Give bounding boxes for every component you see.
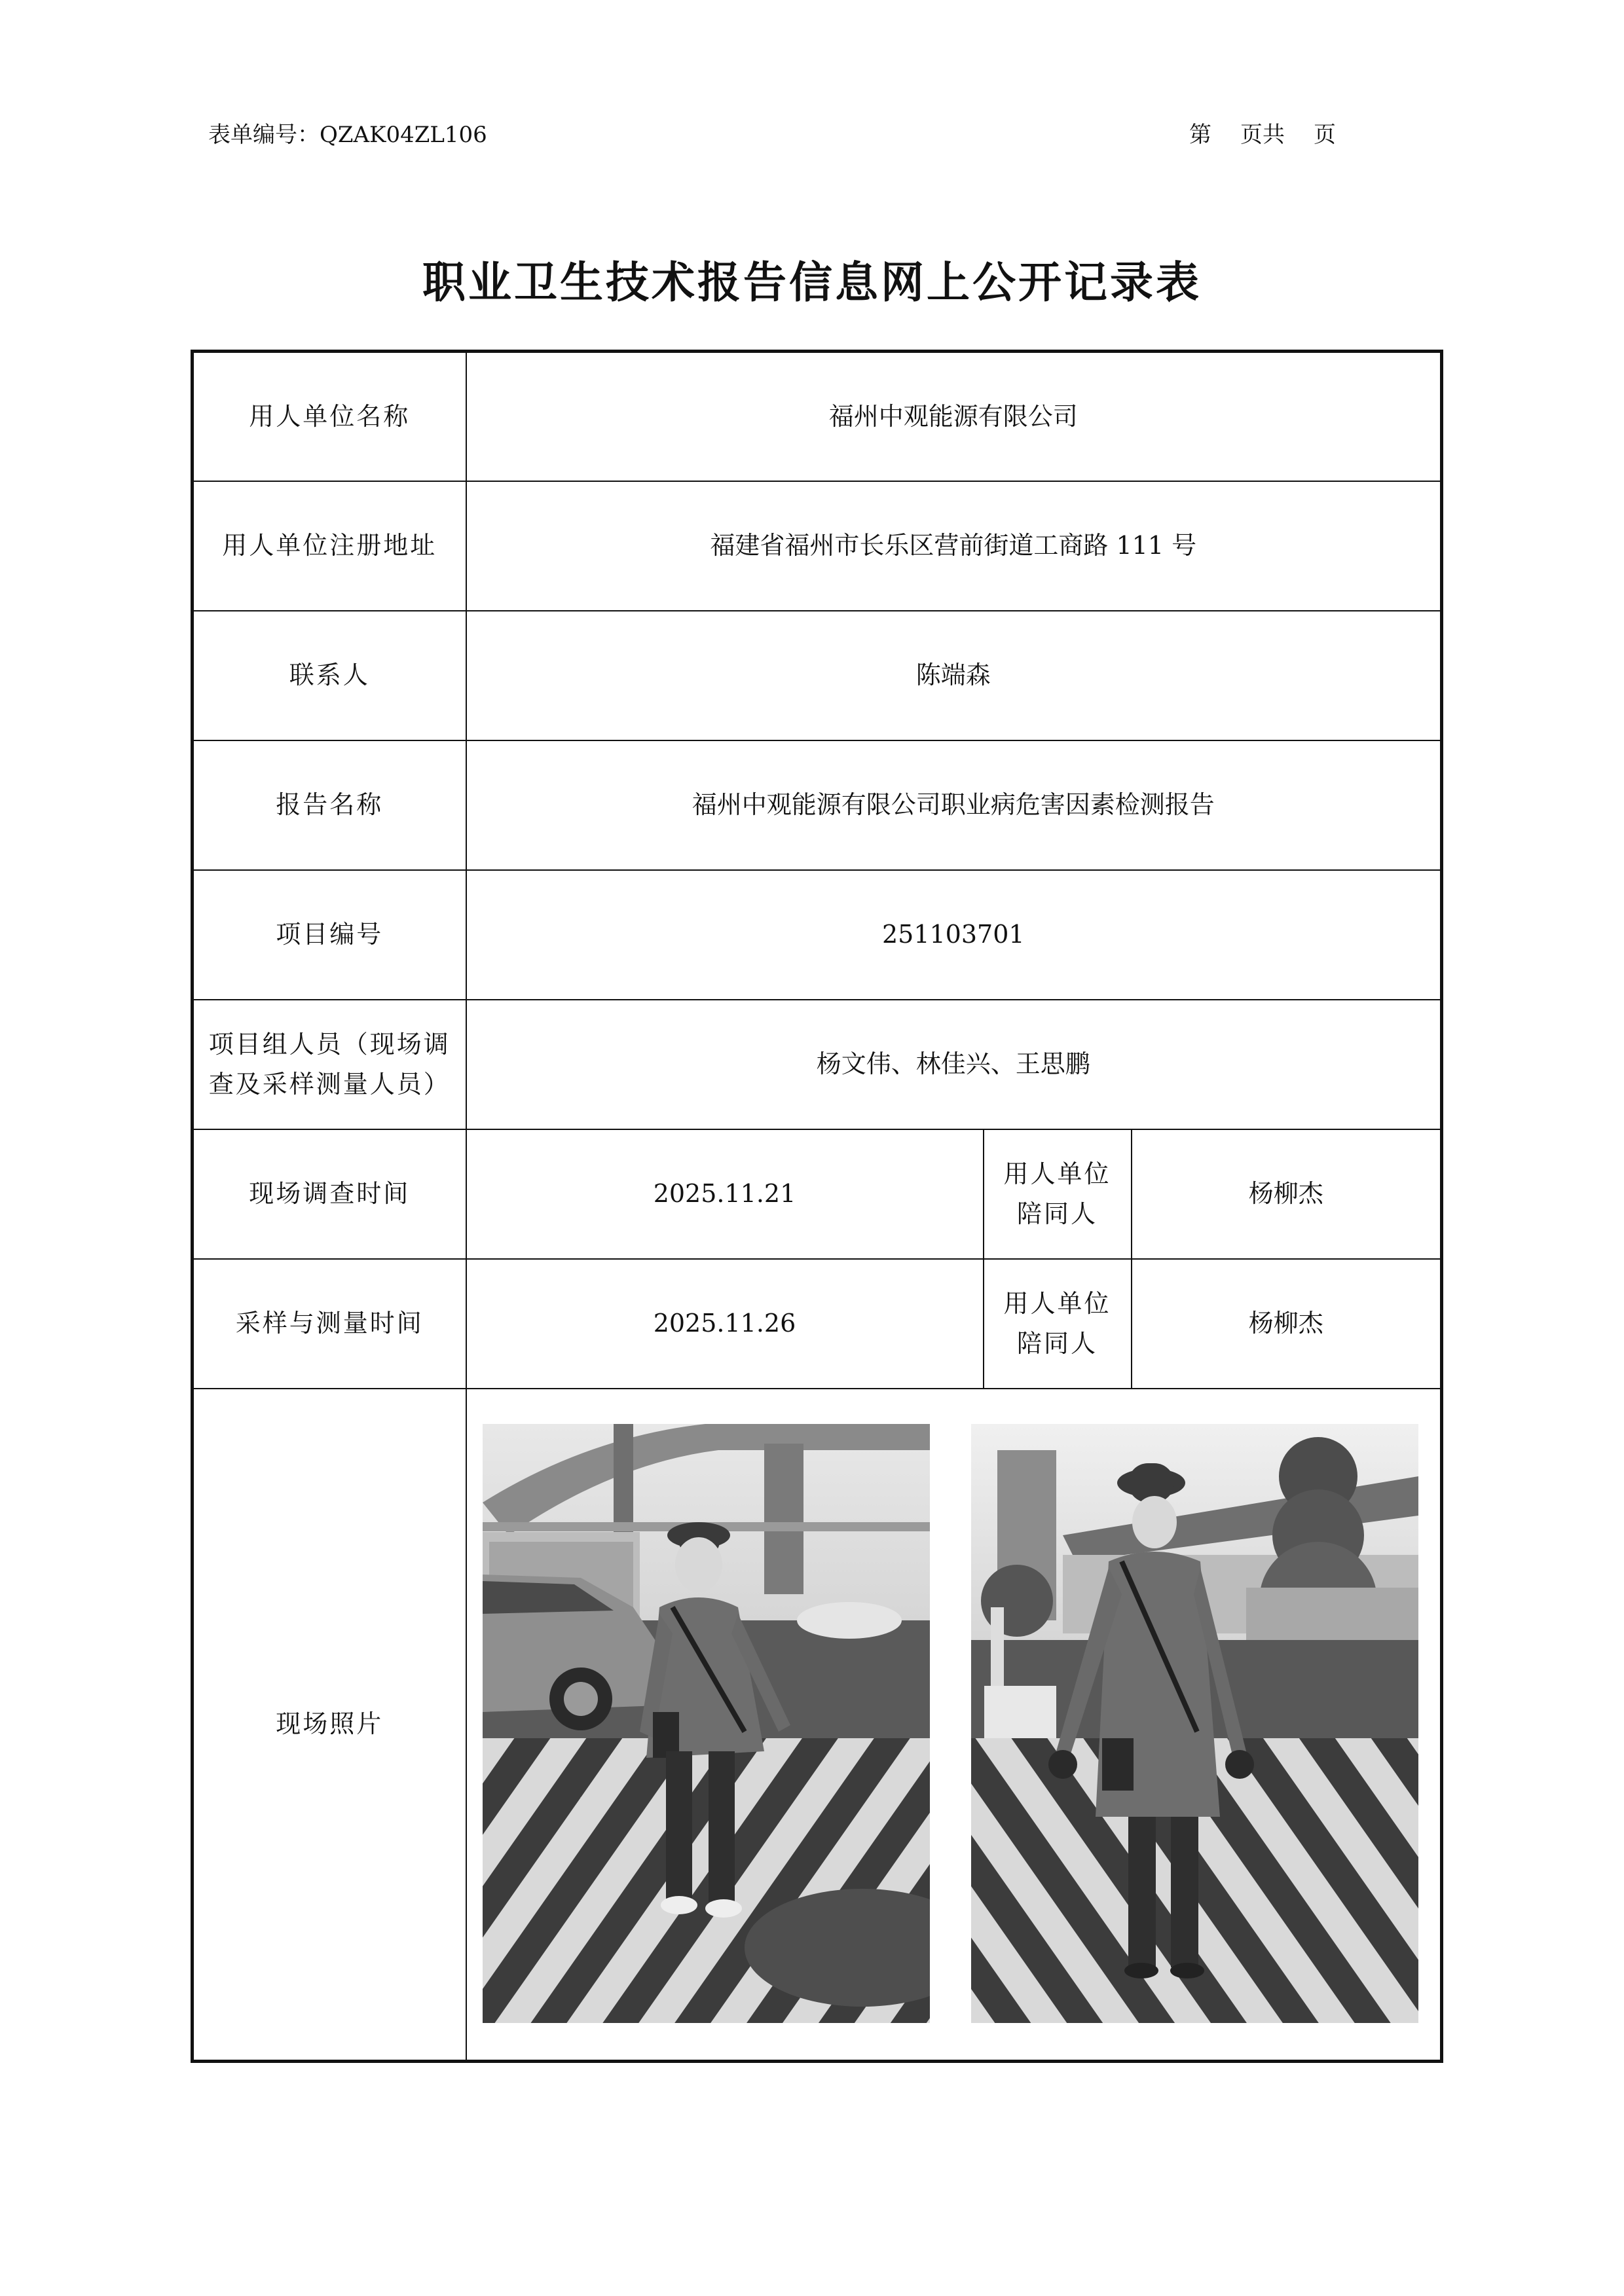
contact-label: 联系人 (193, 611, 466, 740)
project-number-label: 项目编号 (193, 870, 466, 1000)
team-members-label (193, 1000, 466, 1129)
sampling-companion-value: 杨柳杰 (1132, 1259, 1442, 1389)
site-photo-2 (971, 1424, 1418, 2023)
companion-label-line: 用人单位 (1003, 1159, 1111, 1188)
page-number-part: 页共 (1240, 122, 1285, 148)
table-row (193, 1389, 1442, 2062)
form-number: 表单编号：QZAK04ZL106 (208, 122, 487, 148)
photos-cell (466, 1389, 1442, 2062)
page-number-part: 第 (1189, 122, 1211, 148)
record-table (191, 350, 1443, 2063)
table-row (193, 1129, 1442, 1259)
report-name-value: 福州中观能源有限公司职业病危害因素检测报告 (466, 740, 1442, 870)
site-photo-1 (483, 1424, 930, 2023)
contact-value: 陈端森 (466, 611, 1442, 740)
sampling-time-value: 2025.11.26 (466, 1259, 984, 1389)
companion-label-line: 陪同人 (1016, 1328, 1098, 1358)
page-title: 职业卫生技术报告信息网上公开记录表 (422, 257, 1202, 308)
team-members-label-line: 项目组人员（现场调 (208, 1029, 451, 1059)
table-row (193, 1259, 1442, 1389)
registered-address-value: 福建省福州市长乐区营前街道工商路 111 号 (466, 481, 1442, 611)
companion-label-line: 用人单位 (1003, 1288, 1111, 1318)
registered-address-label: 用人单位注册地址 (193, 481, 466, 611)
table-row (193, 1000, 1442, 1129)
table-row (193, 352, 1442, 481)
survey-time-label: 现场调查时间 (193, 1129, 466, 1259)
table-row (193, 611, 1442, 740)
page-number (1189, 117, 1336, 149)
table-row (193, 481, 1442, 611)
employer-name-label: 用人单位名称 (193, 352, 466, 481)
survey-companion-value: 杨柳杰 (1132, 1129, 1442, 1259)
sampling-time-label: 采样与测量时间 (193, 1259, 466, 1389)
photos-label: 现场照片 (193, 1389, 466, 2062)
employer-name-value: 福州中观能源有限公司 (466, 352, 1442, 481)
survey-time-value: 2025.11.21 (466, 1129, 984, 1259)
companion-label-line: 陪同人 (1016, 1199, 1098, 1228)
team-members-value: 杨文伟、林佳兴、王思鹏 (466, 1000, 1442, 1129)
project-number-value: 251103701 (466, 870, 1442, 1000)
page-number-part: 页 (1314, 122, 1336, 148)
sampling-companion-label (984, 1259, 1132, 1389)
table-row (193, 870, 1442, 1000)
report-name-label: 报告名称 (193, 740, 466, 870)
table-row (193, 740, 1442, 870)
team-members-label-line: 查及采样测量人员） (208, 1069, 451, 1099)
survey-companion-label (984, 1129, 1132, 1259)
